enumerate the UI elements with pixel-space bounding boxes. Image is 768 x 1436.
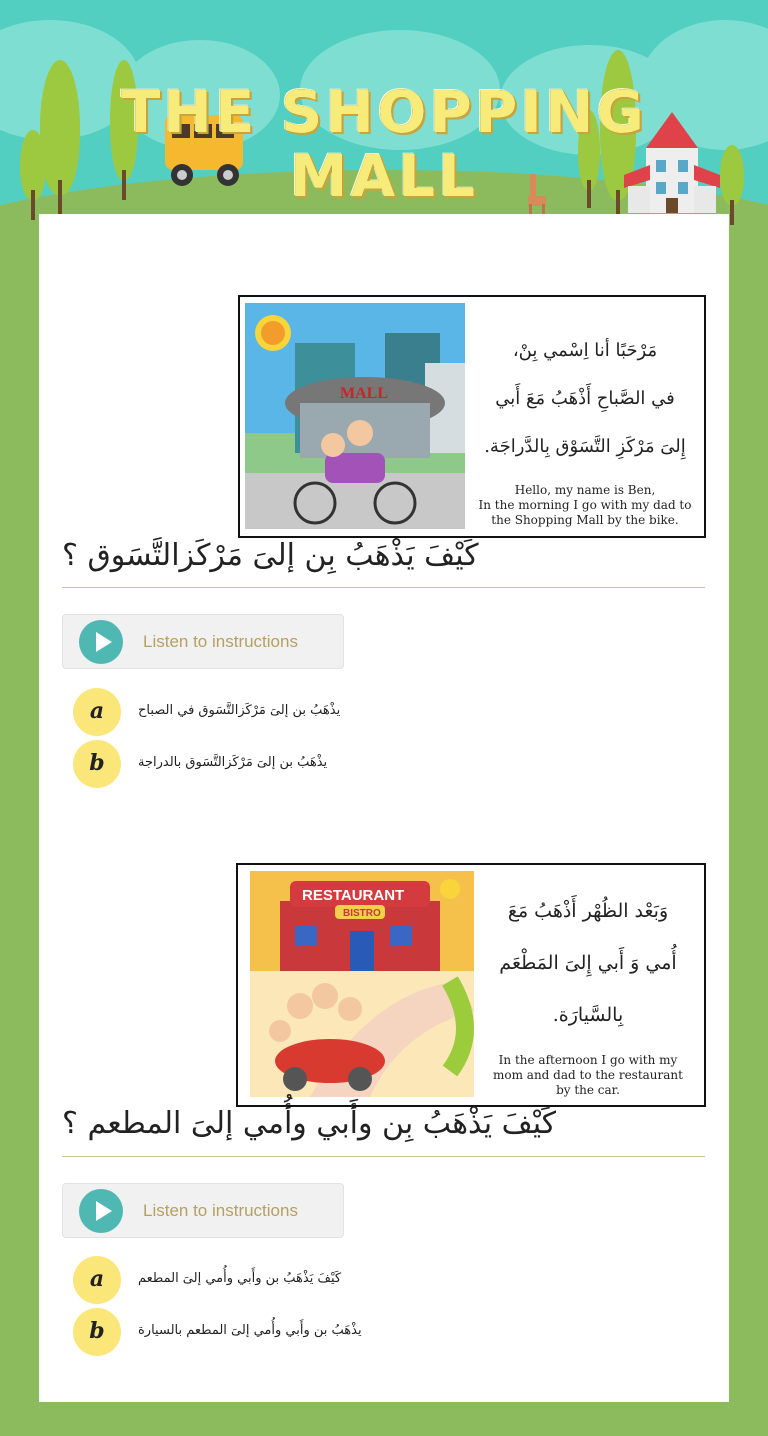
divider [62,1156,705,1157]
story-arabic-1 [472,327,698,471]
restaurant-sign: RESTAURANT [302,887,405,904]
header-banner [0,0,768,240]
option-letter: a [89,1266,105,1292]
page-title-line1: THE SHOPPING [120,78,648,146]
story-en-line: the Shopping Mall by the bike. [491,513,679,527]
play-icon[interactable] [79,1189,123,1233]
story-en-line: In the afternoon I go with my [498,1053,678,1067]
story-en-line: In the morning I go with my dad to [478,498,692,512]
option-b-text[interactable]: يذْهَبُ بن إلىَ مَرْكَزالتَّسَوق بالدراجة [138,755,328,770]
question-1: كَيْفَ يَذْهَبُ بِن إلىَ مَرْكَزالتَّسَوق ؟ [62,538,479,573]
story-frame-2 [236,863,706,1107]
option-b-badge[interactable] [73,740,121,788]
story-ar-line: إِلىَ مَرْكَزِ التَّسَوْق بِالدَّراجَة. [484,436,686,457]
listen-label: Listen to instructions [143,1201,298,1220]
listen-instructions-button-2[interactable] [62,1183,344,1238]
story-ar-line: مَرْحَبًا أنا اِسْمي بِنْ، [512,340,658,361]
option-letter: a [89,698,105,724]
option-b-text[interactable]: يذْهَبُ بن وأَبي وأُمي إلىَ المطعم بالسيارة [138,1323,362,1338]
listen-instructions-button-1[interactable] [62,614,344,669]
option-a-badge[interactable] [73,1256,121,1304]
play-icon[interactable] [79,620,123,664]
story-frame-1 [238,295,706,538]
mall-sign: MALL [340,385,388,402]
restaurant-image [250,871,474,1097]
story-en-line: Hello, my name is Ben, [514,483,656,497]
mall-image [245,303,465,529]
divider [62,587,705,588]
option-b-badge[interactable] [73,1308,121,1356]
option-a-text[interactable]: يذْهَبُ بن إلىَ مَرْكَزالتَّسَوق في الصباح [138,703,341,718]
option-letter: b [89,750,105,776]
option-a-badge[interactable] [73,688,121,736]
story-ar-line: أُمي وَ أَبي إِلىَ المَطْعَم [499,952,677,974]
story-en-line: by the car. [556,1083,620,1097]
option-letter: b [89,1318,105,1344]
story-en-line: mom and dad to the restaurant [493,1068,683,1082]
bistro-sign: BISTRO [343,908,381,919]
story-english-1 [472,483,698,528]
story-arabic-2 [478,885,698,1041]
listen-label: Listen to instructions [143,632,298,651]
option-a-text[interactable]: كَيْفَ يَذْهَبُ بن وأَبي وأُمي إلىَ المطعم [138,1271,342,1286]
story-ar-line: وَبَعْد الظُهْر أَذْهَبُ مَعَ [507,900,669,922]
question-2: كَيْفَ يَذْهَبُ بِن وأَبي وأُمي إلىَ المطعم ؟ [62,1106,557,1141]
page-title-line2: MALL [289,142,479,210]
story-ar-line: في الصَّباحِ أَذْهَبُ مَعَ أَبي [495,388,675,409]
story-ar-line: بِالسَّيارَة. [552,1004,624,1026]
story-english-2 [478,1053,698,1098]
